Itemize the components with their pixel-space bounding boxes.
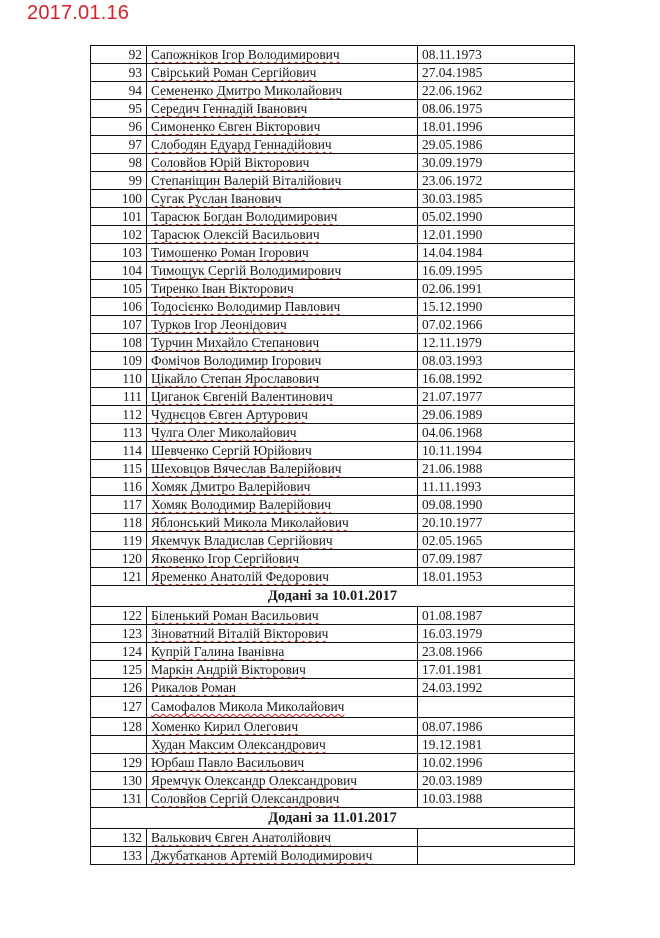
row-number-cell: 111 <box>91 388 147 406</box>
full-name-cell <box>147 46 418 64</box>
full-name-cell <box>147 790 418 808</box>
row-number-cell: 95 <box>91 100 147 118</box>
birth-date-cell: 14.04.1984 <box>418 244 575 262</box>
full-name-text: Середич Геннадій Іванович <box>151 101 308 116</box>
full-name-cell <box>147 424 418 442</box>
full-name-cell <box>147 172 418 190</box>
table-row <box>91 568 575 586</box>
row-number-cell: 133 <box>91 847 147 865</box>
table-row <box>91 697 575 718</box>
birth-date-cell: 15.12.1990 <box>418 298 575 316</box>
full-name-cell <box>147 550 418 568</box>
full-name-cell <box>147 334 418 352</box>
full-name-cell <box>147 262 418 280</box>
row-number-cell: 107 <box>91 316 147 334</box>
table-row <box>91 424 575 442</box>
row-number-cell: 105 <box>91 280 147 298</box>
full-name-cell <box>147 460 418 478</box>
birth-date-cell: 20.03.1989 <box>418 772 575 790</box>
birth-date-cell: 18.01.1996 <box>418 118 575 136</box>
full-name-text: Біленький Роман Васильович <box>151 608 319 623</box>
table-row <box>91 82 575 100</box>
table-row <box>91 136 575 154</box>
full-name-text: Соловйов Юрій Вікторович <box>151 155 310 170</box>
full-name-cell <box>147 772 418 790</box>
table-row <box>91 118 575 136</box>
table-row <box>91 607 575 625</box>
full-name-text: Турчин Михайло Степанович <box>151 335 320 350</box>
table-row <box>91 532 575 550</box>
row-number-cell: 106 <box>91 298 147 316</box>
row-number-cell: 119 <box>91 532 147 550</box>
full-name-text: Джубатканов Артемій Володимирович <box>151 848 373 863</box>
birth-date-cell: 10.03.1988 <box>418 790 575 808</box>
birth-date-cell: 08.06.1975 <box>418 100 575 118</box>
table-row <box>91 625 575 643</box>
full-name-cell <box>147 298 418 316</box>
full-name-cell <box>147 100 418 118</box>
full-name-text: Сапожніков Ігор Володимирович <box>151 47 340 62</box>
row-number-cell: 124 <box>91 643 147 661</box>
full-name-text: Тодосієнко Володимир Павлович <box>151 299 341 314</box>
full-name-cell <box>147 607 418 625</box>
table-row <box>91 172 575 190</box>
row-number-cell: 99 <box>91 172 147 190</box>
birth-date-cell: 02.06.1991 <box>418 280 575 298</box>
table-row <box>91 460 575 478</box>
full-name-cell <box>147 718 418 736</box>
table-row <box>91 661 575 679</box>
row-number-cell: 122 <box>91 607 147 625</box>
full-name-text: Самофалов Микола Миколайович <box>151 699 345 714</box>
full-name-cell <box>147 82 418 100</box>
full-name-cell <box>147 442 418 460</box>
row-number-cell: 94 <box>91 82 147 100</box>
table-row <box>91 334 575 352</box>
birth-date-cell: 01.08.1987 <box>418 607 575 625</box>
birth-date-cell: 18.01.1953 <box>418 568 575 586</box>
table-row <box>91 514 575 532</box>
table-row <box>91 550 575 568</box>
full-name-cell <box>147 64 418 82</box>
full-name-cell <box>147 847 418 865</box>
full-name-text: Симоненко Євген Вікторович <box>151 119 321 134</box>
row-number-cell: 128 <box>91 718 147 736</box>
table-row <box>91 64 575 82</box>
birth-date-cell: 30.09.1979 <box>418 154 575 172</box>
full-name-text: Хоменко Кирил Олегович <box>151 719 299 734</box>
personnel-table <box>90 45 575 865</box>
full-name-text: Чулга Олег Миколайович <box>151 425 297 440</box>
full-name-cell <box>147 532 418 550</box>
table-row <box>91 100 575 118</box>
row-number-cell: 120 <box>91 550 147 568</box>
table-row <box>91 772 575 790</box>
section-header-text: Додані за 10.01.2017 <box>267 588 398 604</box>
table-row <box>91 226 575 244</box>
birth-date-cell: 16.09.1995 <box>418 262 575 280</box>
row-number-cell: 109 <box>91 352 147 370</box>
full-name-cell <box>147 118 418 136</box>
row-number-cell: 131 <box>91 790 147 808</box>
table-row <box>91 46 575 64</box>
full-name-text: Сугак Руслан Іванович <box>151 191 282 206</box>
full-name-cell <box>147 352 418 370</box>
full-name-text: Яблонський Микола Миколайович <box>151 515 349 530</box>
birth-date-cell: 29.06.1989 <box>418 406 575 424</box>
birth-date-cell: 11.11.1993 <box>418 478 575 496</box>
date-stamp: 2017.01.16 <box>27 2 130 24</box>
birth-date-cell: 09.08.1990 <box>418 496 575 514</box>
table-row <box>91 298 575 316</box>
birth-date-cell: 07.09.1987 <box>418 550 575 568</box>
birth-date-cell: 23.06.1972 <box>418 172 575 190</box>
row-number-cell: 113 <box>91 424 147 442</box>
birth-date-cell: 16.03.1979 <box>418 625 575 643</box>
row-number-cell: 98 <box>91 154 147 172</box>
birth-date-cell: 02.05.1965 <box>418 532 575 550</box>
row-number-cell: 92 <box>91 46 147 64</box>
full-name-cell <box>147 316 418 334</box>
row-number-cell: 129 <box>91 754 147 772</box>
table-row <box>91 262 575 280</box>
row-number-cell: 115 <box>91 460 147 478</box>
full-name-text: Шевченко Сергій Юрійович <box>151 443 312 458</box>
full-name-text: Яремчук Олександр Олександрович <box>151 773 357 788</box>
birth-date-cell: 19.12.1981 <box>418 736 575 754</box>
table-row <box>91 718 575 736</box>
full-name-text: Слободян Едуард Геннадійович <box>151 137 332 152</box>
row-number-cell: 130 <box>91 772 147 790</box>
section-header-row <box>91 808 575 829</box>
full-name-text: Зіноватний Віталій Вікторович <box>151 626 329 641</box>
row-number-cell: 97 <box>91 136 147 154</box>
birth-date-cell <box>418 847 575 865</box>
full-name-text: Якемчук Владислав Сергійович <box>151 533 333 548</box>
table-row <box>91 388 575 406</box>
full-name-cell <box>147 829 418 847</box>
full-name-text: Рикалов Роман <box>151 680 237 695</box>
table-row <box>91 370 575 388</box>
personnel-table-body <box>91 46 575 865</box>
full-name-cell <box>147 754 418 772</box>
full-name-cell <box>147 208 418 226</box>
full-name-cell <box>147 370 418 388</box>
row-number-cell: 116 <box>91 478 147 496</box>
birth-date-cell: 10.02.1996 <box>418 754 575 772</box>
full-name-cell <box>147 697 418 718</box>
full-name-cell <box>147 568 418 586</box>
table-row <box>91 829 575 847</box>
full-name-text: Фомічов Володимир Ігорович <box>151 353 322 368</box>
full-name-text: Цікайло Степан Ярославович <box>151 371 320 386</box>
full-name-text: Тимошенко Роман Ігорович <box>151 245 309 260</box>
full-name-text: Тарасюк Олексій Васильович <box>151 227 320 242</box>
full-name-cell <box>147 280 418 298</box>
row-number-cell: 102 <box>91 226 147 244</box>
full-name-text: Степаніщин Валерій Віталійович <box>151 173 342 188</box>
full-name-cell <box>147 496 418 514</box>
row-number-cell: 112 <box>91 406 147 424</box>
full-name-cell <box>147 406 418 424</box>
row-number-cell: 132 <box>91 829 147 847</box>
full-name-cell <box>147 736 418 754</box>
birth-date-cell: 04.06.1968 <box>418 424 575 442</box>
full-name-text: Свірський Роман Сергійович <box>151 65 317 80</box>
table-row <box>91 280 575 298</box>
table-row <box>91 154 575 172</box>
full-name-cell <box>147 643 418 661</box>
row-number-cell: 100 <box>91 190 147 208</box>
row-number-cell: 101 <box>91 208 147 226</box>
section-header-label <box>91 586 575 607</box>
birth-date-cell: 12.11.1979 <box>418 334 575 352</box>
full-name-text: Семененко Дмитро Миколайович <box>151 83 343 98</box>
row-number-cell: 126 <box>91 679 147 697</box>
full-name-text: Яковенко Ігор Сергійович <box>151 551 300 566</box>
full-name-cell <box>147 190 418 208</box>
full-name-cell <box>147 679 418 697</box>
full-name-text: Тарасюк Богдан Володимирович <box>151 209 338 224</box>
row-number-cell: 118 <box>91 514 147 532</box>
birth-date-cell: 30.03.1985 <box>418 190 575 208</box>
row-number-cell: 93 <box>91 64 147 82</box>
row-number-cell: 125 <box>91 661 147 679</box>
full-name-text: Худан Максим Олександрович <box>151 737 326 752</box>
birth-date-cell: 21.07.1977 <box>418 388 575 406</box>
birth-date-cell: 24.03.1992 <box>418 679 575 697</box>
table-row <box>91 316 575 334</box>
full-name-text: Шеховцов Вячеслав Валерійович <box>151 461 342 476</box>
full-name-cell <box>147 226 418 244</box>
row-number-cell: 114 <box>91 442 147 460</box>
table-row <box>91 190 575 208</box>
full-name-cell <box>147 514 418 532</box>
table-row <box>91 352 575 370</box>
birth-date-cell <box>418 697 575 718</box>
birth-date-cell: 12.01.1990 <box>418 226 575 244</box>
table-row <box>91 643 575 661</box>
full-name-cell <box>147 154 418 172</box>
birth-date-cell: 22.06.1962 <box>418 82 575 100</box>
birth-date-cell: 16.08.1992 <box>418 370 575 388</box>
birth-date-cell: 07.02.1966 <box>418 316 575 334</box>
table-row <box>91 208 575 226</box>
table-row <box>91 847 575 865</box>
full-name-text: Соловйов Сергій Олександрович <box>151 791 340 806</box>
section-header-row <box>91 586 575 607</box>
full-name-text: Маркін Андрій Вікторович <box>151 662 306 677</box>
full-name-text: Яременко Анатолій Федорович <box>151 569 330 584</box>
full-name-text: Циганок Євгеній Валентинович <box>151 389 333 404</box>
table-row <box>91 244 575 262</box>
table-row <box>91 736 575 754</box>
row-number-cell: 108 <box>91 334 147 352</box>
birth-date-cell: 23.08.1966 <box>418 643 575 661</box>
birth-date-cell: 21.06.1988 <box>418 460 575 478</box>
full-name-cell <box>147 661 418 679</box>
table-row <box>91 478 575 496</box>
full-name-cell <box>147 136 418 154</box>
full-name-cell <box>147 478 418 496</box>
full-name-text: Хомяк Дмитро Валерійович <box>151 479 311 494</box>
full-name-text: Валькович Євген Анатолійович <box>151 830 331 845</box>
birth-date-cell: 17.01.1981 <box>418 661 575 679</box>
section-header-label <box>91 808 575 829</box>
row-number-cell: 121 <box>91 568 147 586</box>
row-number-cell: 117 <box>91 496 147 514</box>
table-row <box>91 442 575 460</box>
full-name-cell <box>147 625 418 643</box>
birth-date-cell <box>418 829 575 847</box>
birth-date-cell: 20.10.1977 <box>418 514 575 532</box>
full-name-text: Юрбаш Павло Васильович <box>151 755 305 770</box>
birth-date-cell: 08.07.1986 <box>418 718 575 736</box>
birth-date-cell: 08.03.1993 <box>418 352 575 370</box>
full-name-text: Купрій Галина Іванівна <box>151 644 285 659</box>
row-number-cell: 96 <box>91 118 147 136</box>
full-name-text: Тимощук Сергій Володимирович <box>151 263 342 278</box>
table-row <box>91 679 575 697</box>
row-number-cell: 104 <box>91 262 147 280</box>
birth-date-cell: 08.11.1973 <box>418 46 575 64</box>
full-name-text: Тиренко Іван Вікторович <box>151 281 294 296</box>
full-name-cell <box>147 244 418 262</box>
birth-date-cell: 10.11.1994 <box>418 442 575 460</box>
table-row <box>91 790 575 808</box>
birth-date-cell: 05.02.1990 <box>418 208 575 226</box>
birth-date-cell: 27.04.1985 <box>418 64 575 82</box>
table-row <box>91 496 575 514</box>
birth-date-cell: 29.05.1986 <box>418 136 575 154</box>
row-number-cell: 110 <box>91 370 147 388</box>
table-row <box>91 406 575 424</box>
row-number-cell <box>91 736 147 754</box>
table-row <box>91 754 575 772</box>
full-name-text: Чуднєцов Євген Артурович <box>151 407 308 422</box>
section-header-text: Додані за 11.01.2017 <box>268 810 397 826</box>
full-name-text: Хомяк Володимир Валерійович <box>151 497 331 512</box>
row-number-cell: 123 <box>91 625 147 643</box>
row-number-cell: 127 <box>91 697 147 718</box>
full-name-text: Турков Ігор Леонідович <box>151 317 287 332</box>
full-name-cell <box>147 388 418 406</box>
row-number-cell: 103 <box>91 244 147 262</box>
